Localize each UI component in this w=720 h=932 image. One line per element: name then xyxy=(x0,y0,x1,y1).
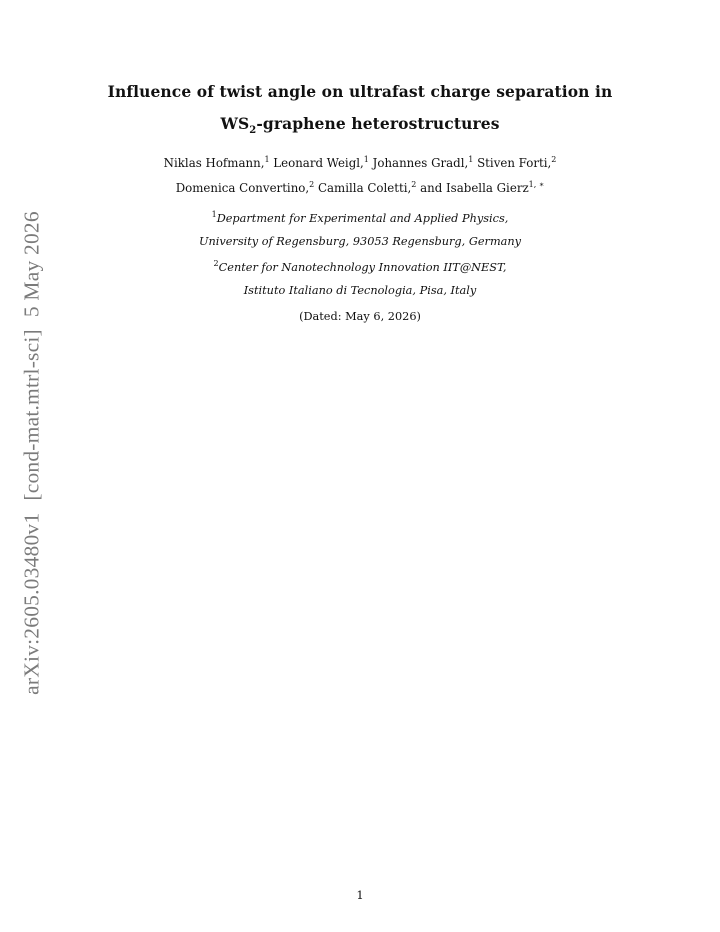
affiliation-2-line-2: Istituto Italiano di Tecnologia, Pisa, Italy xyxy=(243,284,477,297)
author-affil-mark: 1 xyxy=(363,155,369,164)
author-name: Niklas Hofmann, xyxy=(163,155,265,170)
dated-line: (Dated: May 6, 2026) xyxy=(299,310,421,323)
affiliation-mark: 1 xyxy=(211,210,217,219)
affiliation-1-line-2: University of Regensburg, 93053 Regensburg, Germany xyxy=(198,235,522,248)
arxiv-id: arXiv:2605.03480v1 xyxy=(19,512,44,695)
author-name: Johannes Gradl, xyxy=(372,155,469,170)
title-formula-subscript: 2 xyxy=(249,125,257,137)
affiliation-1-line-1 xyxy=(0,210,720,225)
page-number: 1 xyxy=(356,888,364,902)
affiliation-mark: 2 xyxy=(213,259,219,268)
arxiv-category: [cond-mat.mtrl-sci] xyxy=(19,329,44,501)
author-affil-mark: 1 xyxy=(468,155,474,164)
author-affil-mark: 1 xyxy=(264,155,270,164)
author-list-line-2 xyxy=(0,180,720,195)
author-name: Leonard Weigl, xyxy=(273,155,364,170)
author-name: Camilla Coletti, xyxy=(318,180,412,195)
affiliation-text: Center for Nanotechnology Innovation IIT@NEST, xyxy=(218,260,507,274)
title-formula: WS xyxy=(220,114,250,133)
affiliation-text: Department for Experimental and Applied Physics, xyxy=(216,211,509,225)
author-affil-mark: 2 xyxy=(551,155,557,164)
author-affil-mark: 1, ∗ xyxy=(528,180,545,189)
author-name: Domenica Convertino, xyxy=(175,180,310,195)
author-name: and Isabella Gierz xyxy=(420,180,529,195)
paper-title-line-2 xyxy=(0,114,720,136)
author-list-line-1 xyxy=(0,155,720,170)
title-suffix: -graphene heterostructures xyxy=(256,114,500,133)
arxiv-date: 5 May 2026 xyxy=(19,211,44,318)
author-affil-mark: 2 xyxy=(309,180,315,189)
arxiv-side-stamp xyxy=(20,211,45,695)
paper-title-line-1: Influence of twist angle on ultrafast charge separation in xyxy=(107,82,613,101)
author-affil-mark: 2 xyxy=(411,180,417,189)
affiliation-2-line-1 xyxy=(0,259,720,274)
author-name: Stiven Forti, xyxy=(477,155,552,170)
